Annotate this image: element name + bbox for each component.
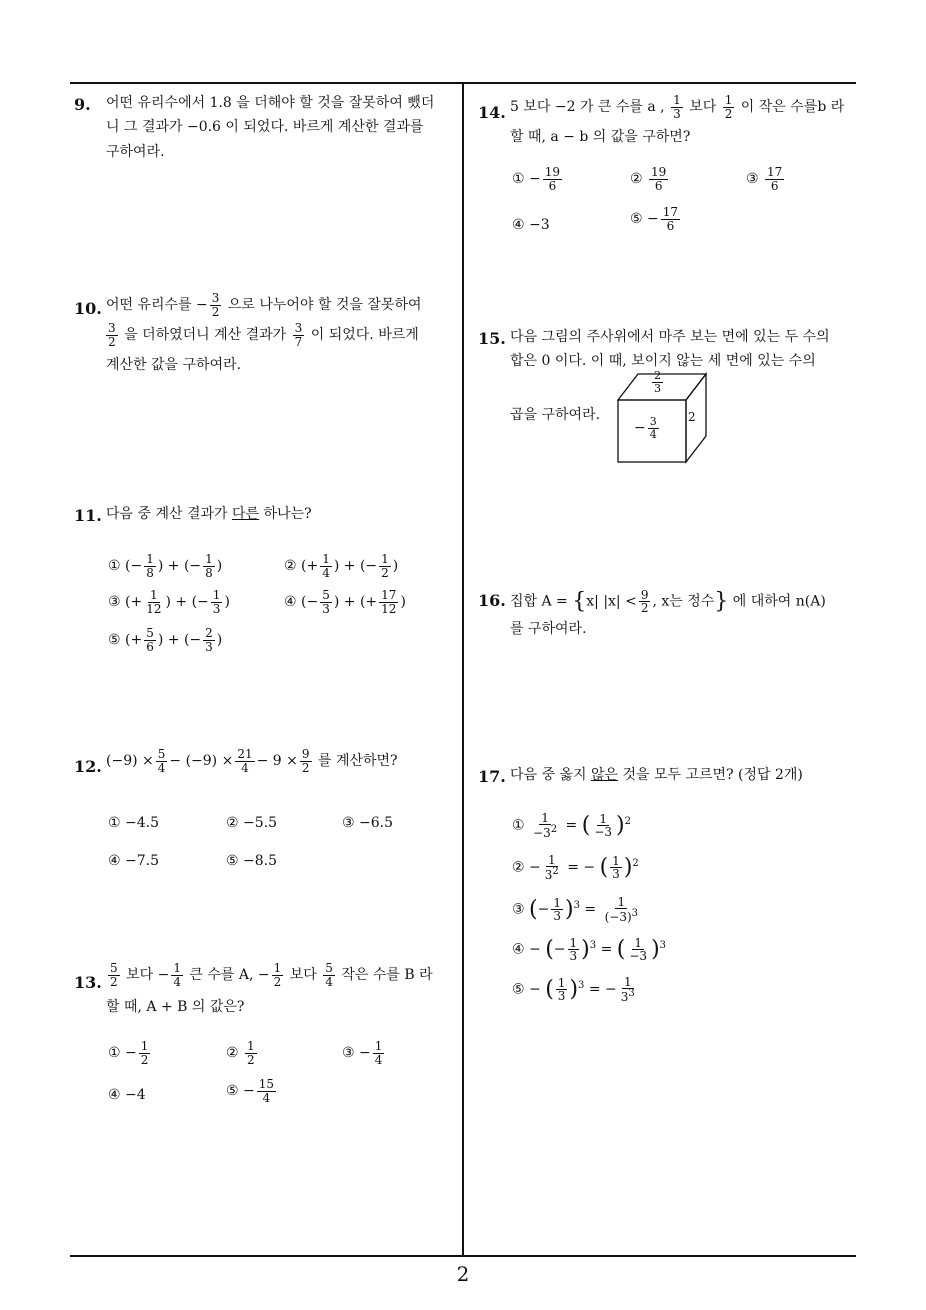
question-14: 14. 5 보다 −2 가 큰 수를 a , $\frac{1}{3}$ 보다 $\frac{1}{2}$ 이 작은 수를b 라 할 때, a − b 의 값을 구하면? ① − $\frac{19}{6}$ ② $\frac{19}{6}$ ③ $\frac{17}{6}$ ④ −3 ⑤ − $\frac{17}{6}$ — [478, 94, 858, 254]
question-number: 16. — [478, 591, 506, 610]
fraction: $\frac{1}{3}$ — [673, 93, 681, 121]
question-number: 15. — [478, 329, 506, 348]
page-number: 2 — [456, 1262, 470, 1286]
option-4[interactable]: ④ −4 — [108, 1087, 146, 1103]
option-1[interactable]: ① (− $\frac{1}{8}$ ) + (− $\frac{1}{8}$ ) — [108, 552, 223, 580]
underlined-word: 않은 — [590, 767, 619, 783]
option-3[interactable]: ③ (− $\frac{1}{3}$ )$^3$ = $\frac{1}{(-3)^3}$ — [512, 894, 639, 925]
option-5[interactable]: ⑤ (+ $\frac{5}{6}$ ) + (− $\frac{2}{3}$ ) — [108, 626, 223, 654]
question-text: 을 더하였더니 계산 결과가 — [124, 327, 287, 344]
option-1[interactable]: ① − $\frac{1}{2}$ — [108, 1039, 149, 1067]
question-text: 합은 0 이다. 이 때, 보이지 않는 세 면에 있는 수의 — [510, 353, 816, 370]
option-5[interactable]: ⑤ − $\frac{15}{4}$ — [226, 1077, 275, 1105]
option-2[interactable]: ② $\frac{1}{2}$ — [226, 1039, 255, 1067]
fraction: $\frac{1}{2}$ — [724, 93, 733, 121]
question-text: 니 그 결과가 −0.6 이 되었다. 바르게 계산한 결과를 — [106, 119, 424, 136]
option-4[interactable]: ④ −3 — [512, 217, 550, 233]
question-text: 어떤 유리수에서 1.8 을 더해야 할 것을 잘못하여 뺐더 — [106, 95, 435, 111]
question-text: 를 계산하면? — [317, 753, 398, 770]
bottom-rule — [70, 1255, 856, 1257]
question-number: 10. — [74, 299, 102, 318]
question-11 — [74, 503, 459, 673]
fraction: $\frac{21}{4}$ — [237, 747, 253, 775]
fraction: $\frac{3}{2}$ — [211, 291, 220, 319]
question-text: 할 때, A + B 의 값은? — [106, 999, 245, 1015]
fraction: $\frac{5}{2}$ — [110, 961, 118, 989]
option-1[interactable]: ① −4.5 — [108, 815, 160, 831]
option-3[interactable]: ③ (+ $\frac{1}{12}$ ) + (− $\frac{1}{3}$ ) — [108, 588, 230, 616]
question-text: 이 되었다. 바르게 — [310, 327, 419, 344]
question-number: 14. — [478, 103, 506, 122]
question-16: 16. 집합 A = {x| |x| < $\frac{9}{2}$ , x는 정수} 에 대하여 n(A) 를 구하여라. — [478, 584, 858, 654]
question-text: 할 때, a − b 의 값을 구하면? — [510, 129, 691, 145]
option-4[interactable]: ④ (− $\frac{5}{3}$ ) + (+ $\frac{17}{12}$ ) — [284, 588, 406, 616]
cube-front-label: − $\frac{3}{4}$ — [634, 415, 657, 441]
option-4[interactable]: ④ − (− $\frac{1}{3}$ )$^3$ = ( $\frac{1}{-3}$ )$^3$ — [512, 935, 667, 964]
fraction: $\frac{3}{2}$ — [108, 321, 116, 349]
question-text: 으로 나누어야 할 것을 잘못하여 — [227, 297, 422, 314]
underlined-word: 다른 — [232, 506, 260, 522]
option-1[interactable]: ① − $\frac{19}{6}$ — [512, 165, 561, 193]
option-1[interactable]: ① $\frac{1}{-3^2}$ = ( $\frac{1}{-3}$ )$^2$ — [512, 810, 631, 841]
fraction: $\frac{3}{7}$ — [294, 321, 303, 349]
option-4[interactable]: ④ −7.5 — [108, 853, 160, 869]
cube-top-label: $\frac{2}{3}$ — [654, 369, 661, 395]
question-number: 17. — [478, 767, 506, 786]
question-17: 17. 다음 중 옳지 않은 것을 모두 고르면? (정답 2개) ① $\frac{1}{-3^2}$ = ( $\frac{1}{-3}$ )$^2$ ② − $\frac{1}{3^2}$ = − ( $\frac{1}{3}$ )$^2$ ③ (− $\frac{1}{3}$ )$^3$ = $\frac{1}{(-3)^3}$ ④ − (− $\frac{1}{3}$ )$^3$ = ( $\frac{1}{-3}$ )$^3$ ⑤ − ( $\frac{1}{3}$ )$^3$ = − $\frac{1}{3^3}$ — [478, 764, 858, 1014]
question-text: 계산한 값을 구하여라. — [106, 357, 242, 373]
question-text: 다음 그림의 주사위에서 마주 보는 면에 있는 두 수의 — [510, 329, 830, 345]
option-3[interactable]: ③ $\frac{17}{6}$ — [746, 165, 783, 193]
question-number: 9. — [74, 95, 91, 114]
question-text: 다음 중 계산 결과가 — [106, 506, 228, 522]
question-text: 어떤 유리수를 − — [106, 297, 208, 314]
column-divider — [462, 82, 464, 1256]
question-text: 구하여라. — [106, 143, 165, 160]
question-15 — [478, 326, 858, 466]
option-5[interactable]: ⑤ −8.5 — [226, 853, 278, 869]
question-text: 곱을 구하여라. — [510, 407, 601, 423]
fraction: $\frac{9}{2}$ — [301, 747, 310, 775]
option-2[interactable]: ② (+ $\frac{1}{4}$ ) + (− $\frac{1}{2}$ ) — [284, 552, 399, 580]
option-2[interactable]: ② − $\frac{1}{3^2}$ = − ( $\frac{1}{3}$ )$^2$ — [512, 852, 639, 883]
question-text: 를 구하여라. — [510, 621, 587, 637]
cube-side-label: 2 — [688, 410, 696, 424]
option-5[interactable]: ⑤ − ( $\frac{1}{3}$ )$^3$ = − $\frac{1}{3^3}$ — [512, 974, 635, 1005]
option-2[interactable]: ② −5.5 — [226, 815, 278, 831]
question-number: 11. — [74, 506, 102, 525]
question-12: 12. (−9) × $\frac{5}{4}$ − (−9) × $\frac{21}{4}$ − 9 × $\frac{9}{2}$ 를 계산하면? ① −4.5 ② −5.5 ③ −6.5 ④ −7.5 ⑤ −8.5 — [74, 748, 459, 878]
fraction: $\frac{9}{2}$ — [640, 587, 649, 616]
option-2[interactable]: ② $\frac{19}{6}$ — [630, 165, 667, 193]
option-3[interactable]: ③ − $\frac{1}{4}$ — [342, 1039, 383, 1067]
question-text: 하나는? — [263, 506, 312, 522]
question-number: 13. — [74, 973, 102, 992]
option-5[interactable]: ⑤ − $\frac{17}{6}$ — [630, 205, 679, 233]
fraction: $\frac{5}{4}$ — [157, 747, 166, 775]
question-number: 12. — [74, 757, 102, 776]
option-3[interactable]: ③ −6.5 — [342, 815, 394, 831]
question-13: 13. $\frac{5}{2}$ 보다 − $\frac{1}{4}$ 큰 수를 A, − $\frac{1}{2}$ 보다 $\frac{5}{4}$ 작은 수를 B 라 할 때, A + B 의 값은? ① − $\frac{1}{2}$ ② $\frac{1}{2}$ ③ − $\frac{1}{4}$ ④ −4 ⑤ − $\frac{15}{4}$ — [74, 961, 433, 1105]
